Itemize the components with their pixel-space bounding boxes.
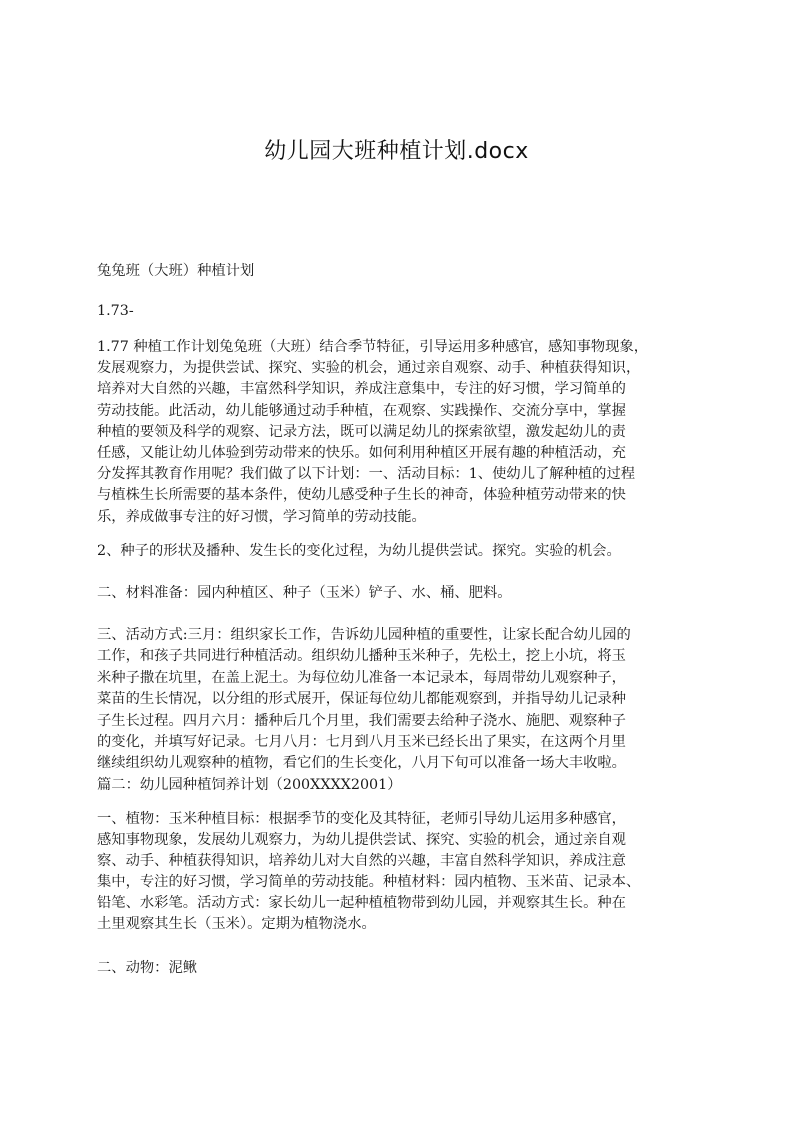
paragraph-plants: 一、植物：玉米种植目标：根据季节的变化及其特征，老师引导幼儿运用多种感官， 感知事物现象，发展幼儿观察力，为幼儿提供尝试、探究、实验的机会，通过亲自观 察、动手、种植获得知识，培养幼儿对大自然的兴趣，丰富自然科学知识，养成注意 集中，专注的好习惯，学习简单的劳动技能。种植材料：园内植物、玉米苗、记录本、 铅笔、水彩笔。活动方式：家长幼儿一起种植植物带到幼儿园，并观察其生长。种在 土里观察其生长（玉米）。定期为植物浇水。: [97, 811, 641, 932]
paragraph-animals: 二、动物：泥鳅: [97, 960, 198, 976]
paragraph-intro-and-goals: 1.77 种植工作计划兔兔班（大班）结合季节特征，引导运用多种感官，感知事物现象， 发展观察力，为提供尝试、探究、实验的机会，通过亲自观察、动手、种植获得知识， 培养对大自然的兴趣，丰富然科学知识，养成注意集中，专注的好习惯，学习简单的 劳动技能。此活动，幼儿能够通过动手种植，在观察、实践操作、交流分享中，掌握 种植的要领及科学的观察、记录方法，既可以满足幼儿的探索欲望，激发起幼儿的责 任感，又能让幼儿体验到劳动带来的快乐。如何利用种植区开展有趣的种植活动，充 分发挥其教育作用呢？我们做了以下计划：一、活动目标：1、使幼儿了解种植的过程 与植株生长所需要的基本条件，使幼儿感受种子生长的神奇，体验种植劳动带来的快 乐，养成做事专注的好习惯，学习简单的劳动技能。: [97, 339, 649, 525]
paragraph-goal-2: 2、种子的形状及播种、发生长的变化过程，为幼儿提供尝试。探究。实验的机会。: [97, 543, 621, 559]
paragraph-activity-methods: 三、活动方式:三月：组织家长工作，告诉幼儿园种植的重要性，让家长配合幼儿园的 工作，和孩子共同进行种植活动。组织幼儿播种玉米种子，先松土，挖上小坑，将玉 米种子撒在坑里，在盖上泥土。为每位幼儿准备一本记录本，每周带幼儿观察种子， 菜苗的生长情况，以分组的形式展开，保证每位幼儿都能观察到，并指导幼儿记录种 子生长过程。四月六月：播种后几个月里，我们需要去给种子浇水、施肥、观察种子 的变化，并填写好记录。七月八月：七月到八月玉米已经长出了果实，在这两个月里 继续组织幼儿观察种的植物，看它们的生长变化，八月下旬可以准备一场大丰收啦。 篇二：幼儿园种植饲养计划（200XXXX2001）: [97, 627, 631, 793]
section-heading-rabbit-class-plan: 兔兔班（大班）种植计划: [97, 263, 255, 279]
date-line: 1.73-: [97, 303, 134, 319]
paragraph-materials: 二、材料准备：园内种植区、种子（玉米）铲子、水、桶、肥料。: [97, 585, 512, 601]
document-title: 幼儿园大班种植计划.docx: [264, 139, 529, 164]
